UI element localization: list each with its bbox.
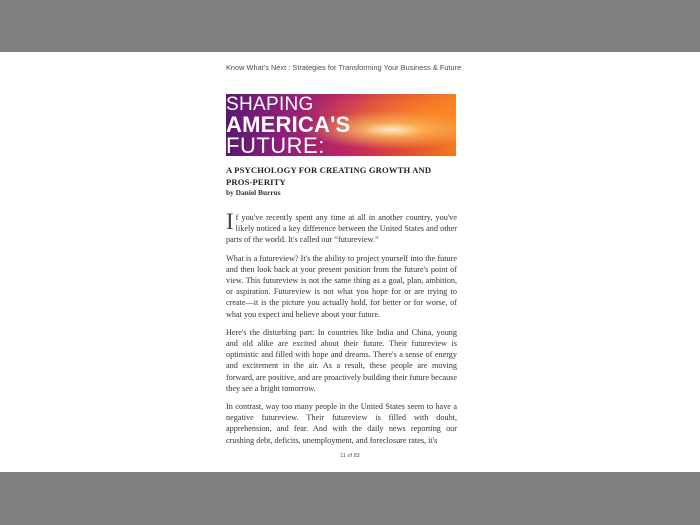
paragraph-2: What is a futureview? It's the ability to project yourself into the future and then look back at your present position from the future's point of view. This futureview is not the same thing as a goal, plan, ambition, or aspiration. Futureview is not what you hope for or are trying to create—it is the picture you actually hold, for better or for worse, of what you expect and believe about your future.	[226, 253, 457, 319]
paragraph-1-text: f you've recently spent any time at all in another country, you've likely noticed a key difference between the United States and other parts of the world. It's called our “futureview.”	[226, 213, 457, 245]
article-byline: by Daniel Burrus	[226, 188, 281, 197]
banner-line-1: SHAPING	[226, 94, 314, 115]
banner-line-3: FUTURE:	[226, 133, 325, 156]
paragraph-1	[226, 212, 457, 246]
paragraph-4: In contrast, way too many people in the United States seem to have a negative futureview. Their futureview is filled with doubt, apprehension, and fear. And with the daily news reporting our crushing debt, deficits, unemployment, and foreclosure rates, it's	[226, 402, 457, 445]
article-banner-image	[226, 94, 456, 156]
article-title: A PSYCHOLOGY FOR CREATING GROWTH AND PROS-PERITY	[226, 165, 432, 187]
document-page[interactable]	[0, 52, 700, 472]
page-indicator: 11 of 83	[340, 453, 360, 459]
running-header: Know What's Next : Strategies for Transforming Your Business & Future	[226, 63, 462, 72]
paragraph-3: Here's the disturbing part: In countries like India and China, young and old alike are excited about their future. Their futureview is optimistic and filled with hope and dreams. There's a sense of energy and excitement in the air. As a result, these people are moving forward, are positive, and are proactively building their future because they see a bright tomorrow.	[226, 327, 457, 393]
article-body	[226, 212, 457, 448]
banner-line-2: AMERICA'S	[226, 112, 351, 137]
drop-cap: I	[226, 212, 234, 234]
